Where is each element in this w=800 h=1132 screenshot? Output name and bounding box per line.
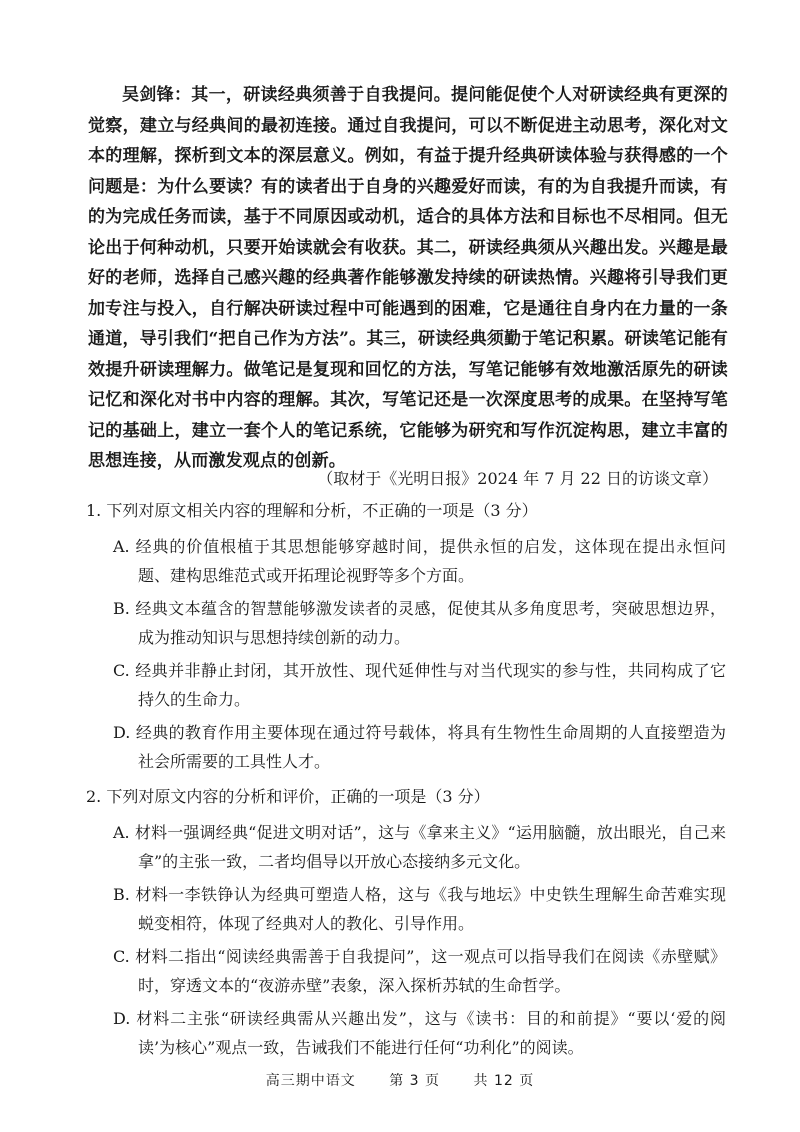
- footer-total-pages: 共 12 页: [473, 1073, 535, 1089]
- footer-course: 高三期中语文: [265, 1073, 356, 1089]
- option-a: A. 经典的价值根植于其思想能够穿越时间，提供永恒的启发，这体现在提出永恒问题、建构思维范式或开拓理论视野等多个方面。: [113, 537, 726, 585]
- option-d: D. 经典的教育作用主要体现在通过符号载体，将具有生物性生命周期的人直接塑造为社会所需要的工具性人才。: [113, 723, 726, 771]
- reading-passage: 吴剑锋：其一，研读经典须善于自我提问。提问能促使个人对研读经典有更深的觉察，建立与经典间的最初连接。通过自我提问，可以不断促进主动思考，深化对文本的理解，探析到文本的深层意义。例如，有益于提升经典研读体验与获得感的一个问题是：为什么要读？有的读者出于自身的兴趣爱好而读，有的为自我提升而读，有的为完成任务而读，基于不同原因或动机，适合的具体方法和目标也不尽相同。但无论出于何种动机，只要开始读就会有收获。其二，研读经典须从兴趣出发。兴趣是最好的老师，选择自己感兴趣的经典著作能够激发持续的研读热情。兴趣将引导我们更加专注与投入，自行解决研读过程中可能遇到的困难，它是通往自身内在力量的一条通道，导引我们“把自己作为方法”。其三，研读经典须勤于笔记积累。研读笔记能有效提升研读理解力。做笔记是复现和回忆的方法，写笔记能够有效地激活原先的研读记忆和深化对书中内容的理解。其次，写笔记还是一次深度思考的成果。在坚持写笔记的基础上，建立一套个人的笔记系统，它能够为研究和写作沉淀构思，建立丰富的思想连接，从而激发观点的创新。: [88, 85, 728, 471]
- option-a: A. 材料一强调经典“促进文明对话”，这与《拿来主义》“运用脑髓，放出眼光，自己来拿”的主张一致，二者均倡导以开放心态接纳多元文化。: [113, 823, 726, 871]
- footer-page-number: 第 3 页: [389, 1073, 441, 1089]
- option-c: C. 材料二指出“阅读经典需善于自我提问”，这一观点可以指导我们在阅读《赤壁赋》时，穿透文本的“夜游赤壁”表象，深入探析苏轼的生命哲学。: [113, 947, 726, 995]
- page-footer: [0, 1070, 800, 1090]
- option-b: B. 材料一李铁铮认为经典可塑造人格，这与《我与地坛》中史铁生理解生命苦难实现蜕变相符，体现了经典对人的教化、引导作用。: [113, 885, 726, 933]
- option-d: D. 材料二主张“研读经典需从兴趣出发”，这与《读书：目的和前提》“要以‘爱的阅读’为核心”观点一致，告诫我们不能进行任何“功利化”的阅读。: [113, 1009, 726, 1057]
- question-2: [86, 784, 726, 1062]
- question-stem: 1. 下列对原文相关内容的理解和分析，不正确的一项是（3 分）: [86, 501, 538, 520]
- option-c: C. 经典并非静止封闭，其开放性、现代延伸性与对当代现实的参与性，共同构成了它持久的生命力。: [113, 661, 726, 709]
- option-b: B. 经典文本蕴含的智慧能够激发读者的灵感，促使其从多角度思考，突破思想边界，成为推动知识与思想持续创新的动力。: [113, 599, 726, 647]
- source-citation: （取材于《光明日报》2024 年 7 月 22 日的访谈文章）: [317, 469, 718, 488]
- question-list: [86, 498, 726, 1070]
- question-1: [86, 498, 726, 776]
- question-stem: 2. 下列对原文内容的分析和评价，正确的一项是（3 分）: [86, 787, 490, 806]
